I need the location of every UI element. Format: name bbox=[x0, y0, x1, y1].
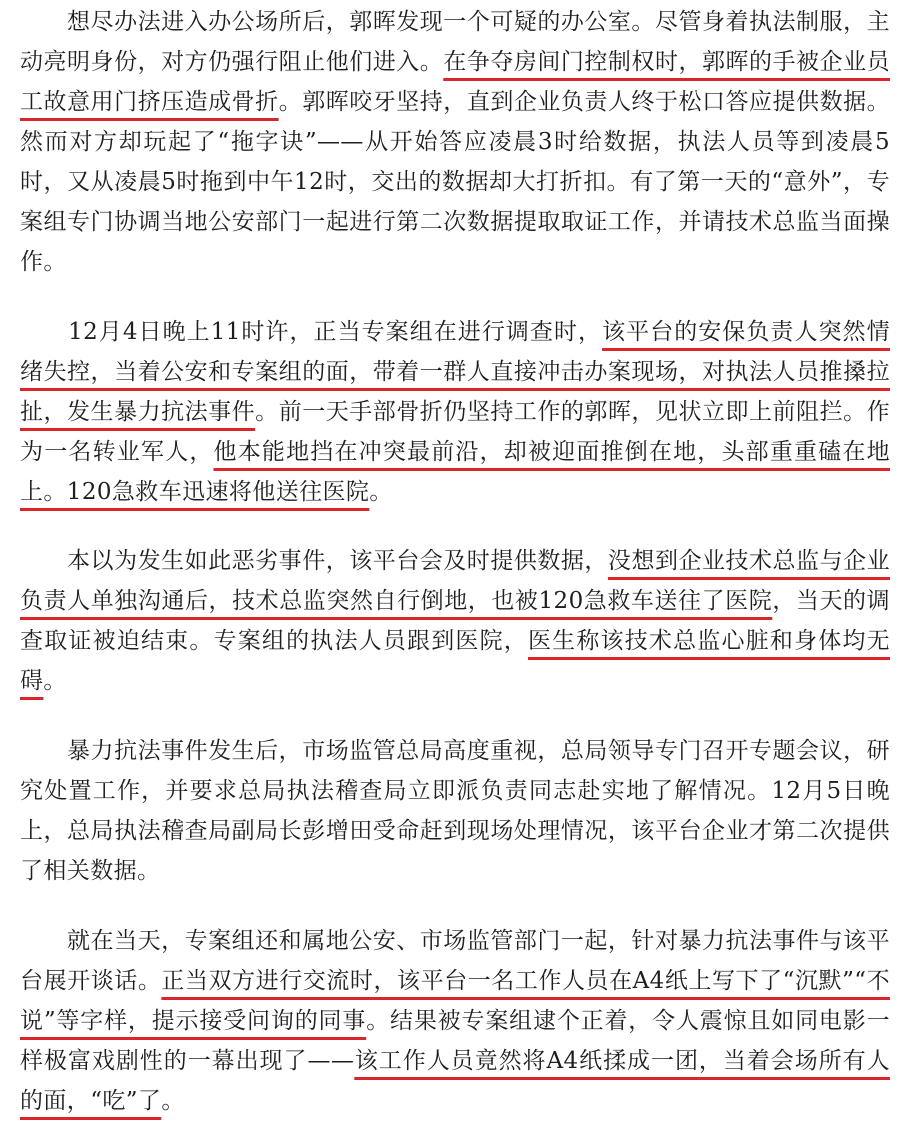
text-segment: 。郭晖咬牙坚持，直到企业负责人终于松口答应提供数据。然而对方却玩起了“拖字诀”——从开始答应凌晨3时给数据，执法人员等到凌晨5时，又从凌晨5时拖到中午12时，交出的数据却大打折扣。有了第一天的“意外”，专案组专门协调当地公安部门一起进行第二次数据提取取证工作，并请技术总监当面操作。 bbox=[20, 89, 890, 275]
paragraph-5 bbox=[20, 921, 890, 1121]
text-segment: 。 bbox=[369, 479, 393, 505]
paragraph-4 bbox=[20, 731, 890, 891]
underlined-text-segment: 该平台的安保负责人突然情绪失控，当着公安和专案组的面，带着一群人直接冲击办案现场，对执法人员推搡拉扯，发生暴力抗法事件 bbox=[20, 319, 890, 425]
text-segment: 暴力抗法事件发生后，市场监管总局高度重视，总局领导专门召开专题会议，研究处置工作，并要求总局执法稽查局立即派负责同志赴实地了解情况。12月5日晚上，总局执法稽查局副局长彭增田受命赶到现场处理情况，该平台企业才第二次提供了相关数据。 bbox=[20, 738, 890, 884]
text-segment: 。 bbox=[43, 668, 67, 694]
underlined-text-segment: 该工作人员竟然将A4纸揉成一团，当着会场所有人的面，“吃”了 bbox=[20, 1048, 890, 1114]
text-segment: 本以为发生如此恶劣事件，该平台会及时提供数据， bbox=[20, 548, 608, 574]
paragraph-2 bbox=[20, 312, 890, 512]
text-segment: ，当天的调查取证被迫结束。专案组的执法人员跟到医院， bbox=[20, 588, 891, 654]
text-segment: 12月4日晚上11时许，正当专案组在进行调查时， bbox=[20, 319, 603, 345]
underlined-text-segment: 他本能地挡在冲突最前沿，却被迎面推倒在地，头部重重磕在地上。120急救车迅速将他送往医院 bbox=[20, 439, 891, 505]
text-segment: 就在当天，专案组还和属地公安、市场监管部门一起，针对暴力抗法事件与该平台展开谈话。 bbox=[20, 928, 890, 994]
paragraph-3 bbox=[20, 541, 890, 701]
underlined-text-segment: 在争夺房间门控制权时，郭晖的手被企业员工故意用门挤压造成骨折 bbox=[20, 49, 890, 115]
paragraph-1 bbox=[20, 2, 890, 282]
text-segment: 想尽办法进入办公场所后，郭晖发现一个可疑的办公室。尽管身着执法制服，主动亮明身份，对方仍强行阻止他们进入。 bbox=[20, 9, 890, 75]
underlined-text-segment: 医生称该技术总监心脏和身体均无碍 bbox=[20, 628, 891, 694]
underlined-text-segment: 没想到企业技术总监与企业负责人单独沟通后，技术总监突然自行倒地，也被120急救车送往了医院 bbox=[20, 548, 891, 614]
underlined-text-segment: 正当双方进行交流时，该平台一名工作人员在A4纸上写下了“沉默”“不说”等字样，提示接受问询的同事 bbox=[20, 968, 891, 1034]
text-segment: 。 bbox=[161, 1088, 185, 1114]
text-segment: 。前一天手部骨折仍坚持工作的郭晖，见状立即上前阻拦。作为一名转业军人， bbox=[20, 399, 890, 465]
text-segment: 。结果被专案组逮个正着，令人震惊且如同电影一样极富戏剧性的一幕出现了—— bbox=[20, 1008, 890, 1074]
